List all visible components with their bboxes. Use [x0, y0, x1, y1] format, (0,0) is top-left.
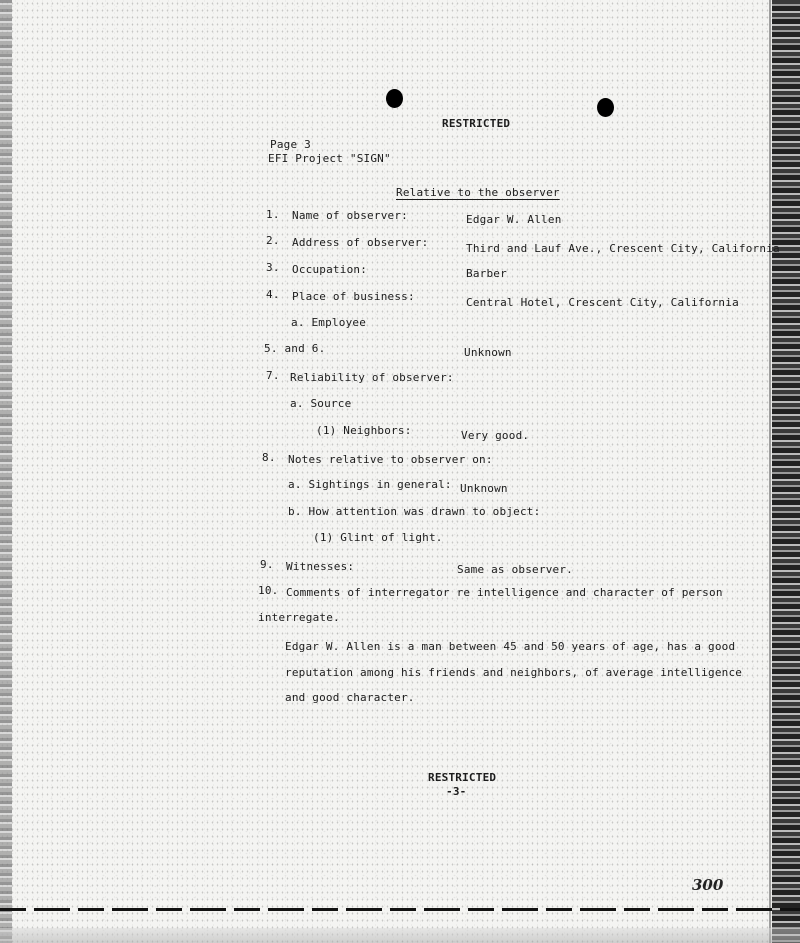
- field-value: Same as observer.: [457, 563, 573, 576]
- scan-edge-bottom: [0, 908, 800, 911]
- field-value: Unknown: [460, 482, 508, 495]
- field-label: Place of business:: [292, 290, 415, 303]
- footer-page-number: -3-: [446, 785, 467, 798]
- scan-edge-left: [0, 0, 12, 943]
- field-label: Witnesses:: [286, 560, 355, 573]
- item-number: 10.: [258, 584, 279, 597]
- punch-hole-left: [386, 89, 403, 108]
- field-label: Notes relative to observer on:: [288, 453, 493, 466]
- sub-item-label: b. How attention was drawn to object:: [288, 505, 541, 518]
- comment-line: Edgar W. Allen is a man between 45 and 50 years of age, has a good: [285, 640, 736, 653]
- field-value: Third and Lauf Ave., Crescent City, California: [466, 242, 780, 255]
- field-label: Occupation:: [292, 263, 368, 276]
- punch-hole-right: [597, 98, 614, 117]
- scan-edge-bottom-shade: [0, 928, 800, 943]
- item-number: 3.: [266, 261, 280, 274]
- handwritten-page-number: 300: [692, 876, 724, 894]
- item-number: 9.: [260, 558, 274, 571]
- field-value: Edgar W. Allen: [466, 213, 562, 226]
- comment-line: reputation among his friends and neighbors, of average intelligence: [285, 666, 743, 679]
- field-value: Barber: [466, 267, 507, 280]
- item-number: 1.: [266, 208, 280, 221]
- field-value: Unknown: [464, 346, 512, 359]
- item-number: 2.: [266, 234, 280, 247]
- comment-line: and good character.: [285, 691, 415, 704]
- page-label: Page 3: [270, 138, 311, 151]
- item-number: 4.: [266, 288, 280, 301]
- scan-edge-line: [769, 0, 771, 943]
- field-label-continued: interregate.: [258, 611, 340, 624]
- sub-item-label: a. Source: [290, 397, 352, 410]
- scan-edge-right: [772, 0, 800, 943]
- field-value: Central Hotel, Crescent City, California: [466, 296, 739, 309]
- section-title: Relative to the observer: [396, 186, 560, 199]
- field-label: Reliability of observer:: [290, 371, 454, 384]
- item-number: 8.: [262, 451, 276, 464]
- field-value: Very good.: [461, 429, 530, 442]
- field-label: Address of observer:: [292, 236, 429, 249]
- field-label: Comments of interregator re intelligence and character of person: [286, 586, 723, 599]
- sub-item-label: a. Employee: [291, 316, 367, 329]
- sub-sub-item-label: (1) Glint of light.: [313, 531, 443, 544]
- item-number: 7.: [266, 369, 280, 382]
- footer-classification: RESTRICTED: [428, 771, 497, 784]
- project-label: EFI Project "SIGN": [268, 152, 391, 165]
- item-number: 5. and 6.: [264, 342, 326, 355]
- field-label: Name of observer:: [292, 209, 408, 222]
- header-classification: RESTRICTED: [442, 117, 511, 130]
- sub-item-label: a. Sightings in general:: [288, 478, 452, 491]
- sub-sub-item-label: (1) Neighbors:: [316, 424, 412, 437]
